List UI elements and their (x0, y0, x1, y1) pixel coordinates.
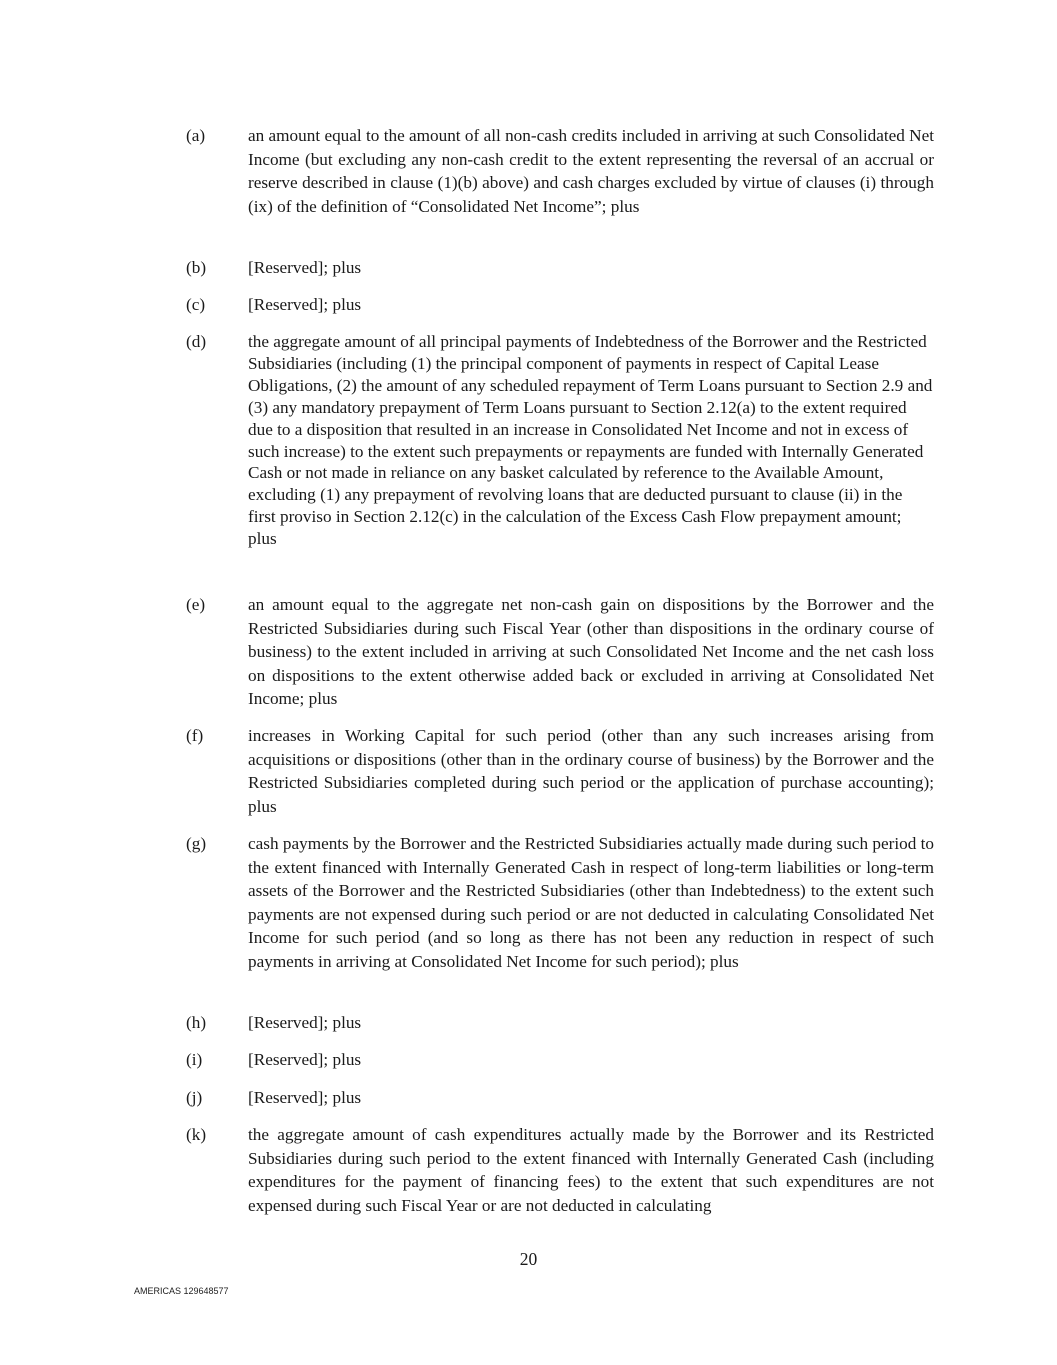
clause-text: an amount equal to the aggregate net non-cash gain on dispositions by the Borrower and the Restricted Subsidiaries during such Fiscal Year (other than dispositions in the ordinary course of business) to the extent included in arriving at such Consolidated Net Income and the net cash loss on dispositions to the extent otherwise added back or excluded in arriving at Consolidated Net Income; plus (248, 595, 934, 709)
clause-text: increases in Working Capital for such period (other than any such increases arising from acquisitions or dispositions (other than in the ordinary course of business) by the Borrower and the Restricted Subsidiaries completed during such period or the application of purchase accounting); plus (248, 726, 934, 816)
clause-label: (j) (186, 1088, 203, 1107)
clause-label: (c) (186, 295, 206, 314)
clause-f (186, 724, 934, 818)
clause-text: cash payments by the Borrower and the Restricted Subsidiaries actually made during such period to the extent financed with Internally Generated Cash in respect of long-term liabilities or long-term assets of the Borrower and the Restricted Subsidiaries (other than Indebtedness) to the extent such payments are not expensed during such period or are not deducted in calculating Consolidated Net Income for such period (and so long as there has not been any reduction in respect of such payments in arriving at Consolidated Net Income for such period); plus (248, 834, 934, 971)
clause-label: (a) (186, 126, 206, 145)
page-number: 20 (519, 1249, 538, 1269)
clause-k (186, 1123, 934, 1217)
clause-label: (i) (186, 1050, 203, 1069)
clause-text: [Reserved]; plus (248, 1050, 362, 1069)
clause-a (186, 124, 934, 218)
clause-label: (k) (186, 1125, 207, 1144)
clause-text: [Reserved]; plus (248, 1013, 362, 1032)
clause-label: (g) (186, 834, 207, 853)
clause-label: (h) (186, 1013, 207, 1032)
clause-text: an amount equal to the amount of all non-cash credits included in arriving at such Consolidated Net Income (but excluding any non-cash credit to the extent representing the reversal of an accrual or reserve described in clause (1)(b) above) and cash charges excluded by virtue of clauses (i) through (ix) of the definition of “Consolidated Net Income”; plus (248, 126, 934, 216)
clause-text: the aggregate amount of cash expenditures actually made by the Borrower and its Restricted Subsidiaries during such period to the extent financed with Internally Generated Cash (including expenditures for the payment of financing fees) to the extent that such expenditures are not expensed during such Fiscal Year or are not deducted in calculating (248, 1125, 934, 1215)
clause-d (186, 331, 934, 550)
clause-label: (d) (186, 332, 207, 351)
clause-text: [Reserved]; plus (248, 258, 362, 277)
clause-c (186, 293, 934, 317)
clause-g (186, 832, 934, 974)
footer-document-id: AMERICAS 129648577 (134, 1286, 229, 1296)
clause-label: (e) (186, 595, 206, 614)
clause-e (186, 593, 934, 711)
clause-text: the aggregate amount of all principal payments of Indebtedness of the Borrower and the Restricted Subsidiaries (including (1) the principal component of payments in respect of Capital Lease Obligations, (2) the amount of any scheduled repayment of Term Loans pursuant to Section 2.9 and (3) any mandatory prepayment of Term Loans pursuant to Section 2.12(a) to the extent required due to a disposition that resulted in an increase in Consolidated Net Income and not in excess of such increase) to the extent such prepayments or repayments are funded with Internally Generated Cash or not made in reliance on any basket calculated by reference to the Available Amount, excluding (1) any prepayment of revolving loans that are deducted pursuant to clause (ii) in the first proviso in Section 2.12(c) in the calculation of the Excess Cash Flow prepayment amount; plus (248, 332, 933, 549)
clause-text: [Reserved]; plus (248, 295, 362, 314)
clause-i (186, 1048, 934, 1072)
clause-label: (b) (186, 258, 207, 277)
clause-h (186, 1011, 934, 1035)
clause-text: [Reserved]; plus (248, 1088, 362, 1107)
clause-j (186, 1086, 934, 1110)
clause-b (186, 256, 934, 280)
clause-label: (f) (186, 726, 204, 745)
